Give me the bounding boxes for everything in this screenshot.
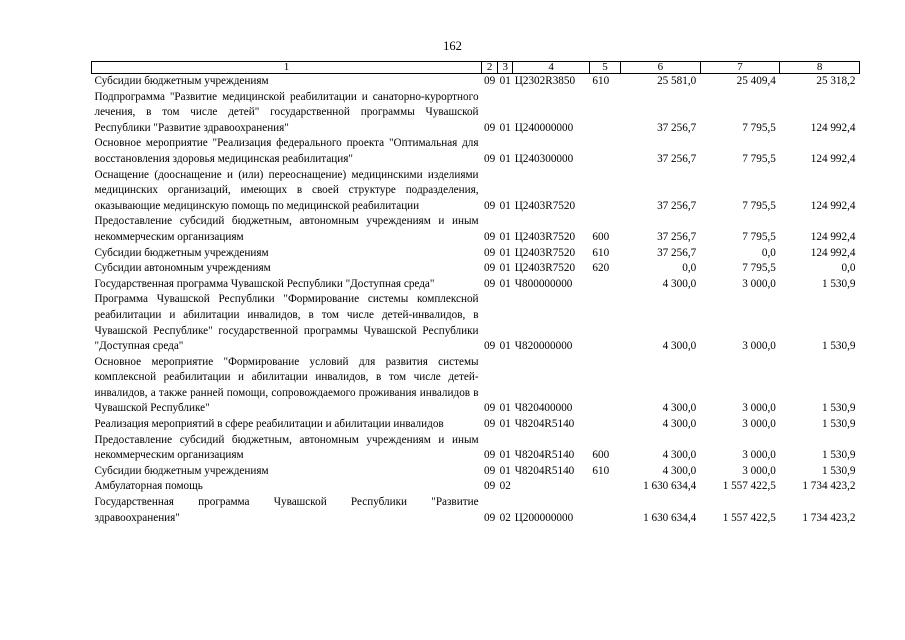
row-amount-year-3: 124 992,4 [810,199,856,212]
table-row [92,277,860,293]
row-name: Предоставление субсидий бюджетным, автономным учреждениям и иным некоммерческим организациям [94,215,479,243]
column-header: 6 [621,62,701,74]
row-expense-type [589,292,620,354]
row-subsection: 01 [499,449,511,462]
row-amount-year-1: 4 300,0 [662,340,697,353]
row-amount-year-3: 1 530,9 [821,402,856,415]
column-header: 1 [92,62,482,74]
row-name: Государственная программа Чувашской Республики "Развитие здравоохранения" [94,496,479,524]
table-row [92,90,860,137]
row-amount-year-1: 37 256,7 [657,152,697,165]
table-row [92,261,860,277]
row-amount-year-3: 1 734 423,2 [802,511,856,524]
row-target-code: Ц2403R7520 [514,199,576,212]
row-amount-year-1: 4 300,0 [662,277,697,290]
row-amount-year-2: 7 795,5 [742,199,776,212]
row-amount-year-1: 37 256,7 [657,246,697,259]
row-expense-type [589,495,620,526]
row-name: Государственная программа Чувашской Республики "Доступная среда" [94,277,435,290]
row-section: 09 [484,152,496,165]
row-amount-year-1: 0,0 [682,262,697,275]
row-amount-year-3: 1 530,9 [821,277,856,290]
row-amount-year-1: 4 300,0 [662,449,697,462]
row-amount-year-2: 7 795,5 [742,262,776,275]
row-subsection: 01 [499,152,511,165]
table-row [92,292,860,354]
row-amount-year-3: 0,0 [841,262,856,275]
row-name: Субсидии бюджетным учреждениям [94,246,269,259]
row-amount-year-1: 4 300,0 [662,464,697,477]
row-subsection: 01 [499,75,511,87]
row-name: Подпрограмма "Развитие медицинской реабилитации и санаторно-курортного лечения, в том числе детей" государственной программы Чувашской Республики "Развитие здравоохранения" [94,90,479,134]
row-subsection: 01 [499,340,511,353]
column-header: 3 [498,62,513,74]
row-amount-year-2: 0,0 [761,246,776,259]
row-amount-year-1: 4 300,0 [662,418,697,431]
row-expense-type [589,277,620,293]
row-target-code: Ц2403R7520 [514,230,576,243]
row-section: 09 [484,246,496,259]
row-section: 09 [484,277,496,290]
row-section: 09 [484,464,496,477]
row-expense-type [589,355,620,417]
row-subsection: 01 [499,262,511,275]
column-number-row [92,62,860,74]
row-subsection: 01 [499,402,511,415]
row-target-code: Ч800000000 [514,277,573,290]
row-expense-type [589,136,620,167]
row-target-code: Ц2403R7520 [514,246,576,259]
row-expense-type: 620 [592,262,610,275]
row-name: Программа Чувашской Республики "Формирование системы комплексной реабилитации и абилитации инвалидов, в том числе детей-инвалидов, в Чувашской Республике" государственной программы Чувашской Республики "Доступная среда" [94,293,479,353]
row-expense-type [589,417,620,433]
row-amount-year-2: 1 557 422,5 [722,480,776,493]
row-amount-year-2: 3 000,0 [742,464,776,477]
row-amount-year-3: 1 530,9 [821,340,856,353]
row-amount-year-2: 3 000,0 [742,402,776,415]
row-section: 09 [484,418,496,431]
row-expense-type: 610 [592,246,610,259]
table-row [92,464,860,480]
row-subsection: 01 [499,230,511,243]
row-target-code [513,479,590,495]
table-row [92,433,860,464]
row-amount-year-3: 124 992,4 [810,246,856,259]
budget-table [91,61,860,526]
row-amount-year-3: 1 530,9 [821,464,856,477]
row-subsection: 01 [499,464,511,477]
row-amount-year-3: 1 530,9 [821,418,856,431]
row-amount-year-3: 25 318,2 [816,75,856,87]
table-row [92,246,860,262]
row-amount-year-1: 4 300,0 [662,402,697,415]
row-amount-year-1: 1 630 634,4 [643,511,697,524]
row-name: Основное мероприятие "Формирование условий для развития системы комплексной реабилитации и абилитации инвалидов, в том числе детей-инвалидов, а также ранней помощи, сопровождаемого проживания инвалидов в Чувашской Республике" [94,355,479,415]
row-amount-year-3: 124 992,4 [810,152,856,165]
column-header: 7 [700,62,780,74]
row-name: Реализация мероприятий в сфере реабилитации и абилитации инвалидов [94,418,444,431]
row-subsection: 01 [499,418,511,431]
row-target-code: Ц240000000 [514,121,574,134]
row-section: 09 [484,480,496,493]
row-expense-type [589,168,620,215]
row-amount-year-2: 3 000,0 [742,449,776,462]
table-row [92,479,860,495]
row-section: 09 [484,230,496,243]
row-target-code: Ц240300000 [514,152,574,165]
row-expense-type: 610 [592,464,610,477]
row-name: Субсидии автономным учреждениям [94,262,271,275]
row-name: Предоставление субсидий бюджетным, автономным учреждениям и иным некоммерческим организациям [94,433,479,462]
page-number: 162 [443,39,462,53]
row-expense-type [589,479,620,495]
column-header: 8 [780,62,860,74]
row-amount-year-2: 1 557 422,5 [722,511,776,524]
row-subsection: 01 [499,121,511,134]
row-target-code: Ц2403R7520 [514,262,576,275]
row-target-code: Ц2302R3850 [514,75,576,87]
row-amount-year-2: 3 000,0 [742,418,776,431]
table-row [92,417,860,433]
table-row [92,495,860,526]
row-name: Основное мероприятие "Реализация федерального проекта "Оптимальная для восстановления здоровья медицинская реабилитация" [94,137,479,165]
row-amount-year-1: 37 256,7 [657,121,697,134]
row-amount-year-2: 3 000,0 [742,277,776,290]
table-row [92,355,860,417]
row-section: 09 [484,340,496,353]
row-amount-year-2: 25 409,4 [736,75,776,87]
row-section: 09 [484,262,496,275]
row-subsection: 02 [499,511,511,524]
row-name: Амбулаторная помощь [94,480,203,493]
row-subsection: 01 [499,277,511,290]
row-name: Субсидии бюджетным учреждениям [94,75,269,87]
row-target-code: Ч820400000 [514,402,573,415]
row-section: 09 [484,121,496,134]
row-target-code: Ч8204R5140 [514,418,575,431]
row-amount-year-2: 7 795,5 [742,230,776,243]
row-subsection: 01 [499,199,511,212]
row-section: 09 [484,75,496,87]
column-header: 4 [513,62,590,74]
row-amount-year-3: 1 734 423,2 [802,480,856,493]
table-row [92,214,860,245]
row-amount-year-1: 25 581,0 [657,75,697,87]
table-row [92,168,860,215]
table-body [92,74,860,527]
row-expense-type: 600 [592,449,610,462]
table-row [92,74,860,90]
row-amount-year-3: 1 530,9 [821,449,856,462]
row-amount-year-1: 37 256,7 [657,230,697,243]
row-expense-type [589,90,620,137]
table-row [92,136,860,167]
row-amount-year-2: 3 000,0 [742,340,776,353]
row-expense-type: 600 [592,230,610,243]
row-amount-year-3: 124 992,4 [810,121,856,134]
row-subsection: 01 [499,246,511,259]
row-target-code: Ч8204R5140 [514,449,575,462]
row-target-code: Ч8204R5140 [514,464,575,477]
row-name: Оснащение (дооснащение и (или) переоснащение) медицинскими изделиями медицинских организаций, имеющих в своей структуре подразделения, оказывающие медицинскую помощь по медицинской реабилитации [94,168,479,212]
row-section: 09 [484,511,496,524]
row-section: 09 [484,449,496,462]
row-name: Субсидии бюджетным учреждениям [94,464,269,477]
column-header: 2 [482,62,498,74]
row-amount-year-1: 37 256,7 [657,199,697,212]
row-subsection: 02 [499,480,511,493]
row-amount-year-1: 1 630 634,4 [643,480,697,493]
row-amount-year-2: 7 795,5 [742,152,776,165]
row-target-code: Ц200000000 [514,511,574,524]
row-amount-year-3: 124 992,4 [810,230,856,243]
row-section: 09 [484,199,496,212]
row-amount-year-2: 7 795,5 [742,121,776,134]
row-section: 09 [484,402,496,415]
row-target-code: Ч820000000 [514,340,573,353]
column-header: 5 [589,62,620,74]
row-expense-type: 610 [592,75,610,87]
